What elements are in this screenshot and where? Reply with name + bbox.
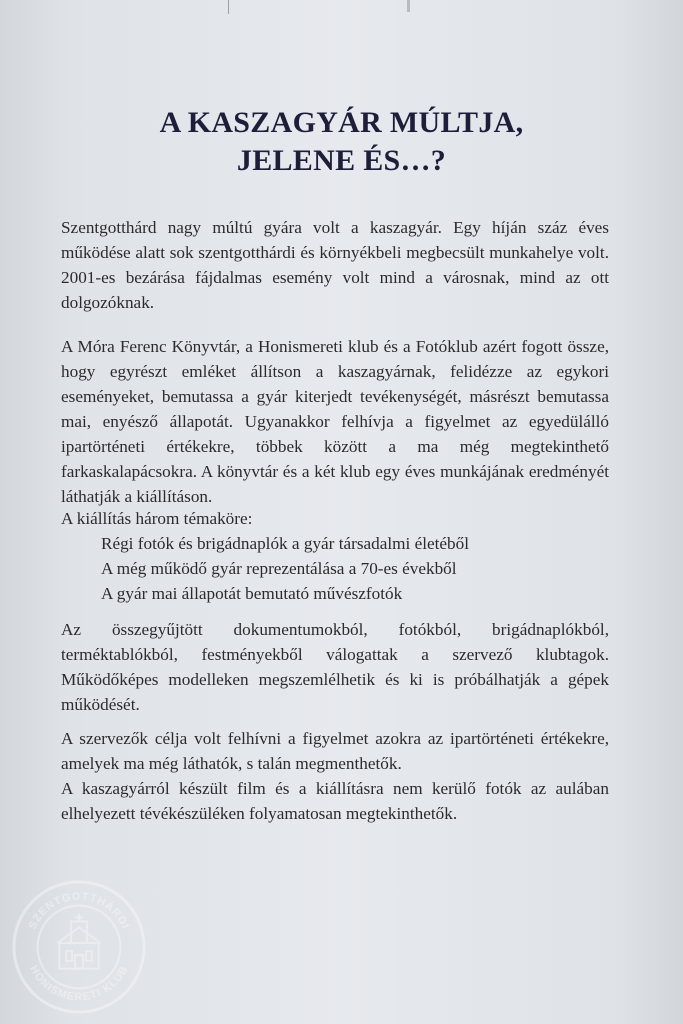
paragraph-organizers: A Móra Ferenc Könyvtár, a Honismereti klub és a Fotóklub azért fogott össze, hogy egyrészt emléket állítson a kaszagyárnak, felidézze az egykori eseményeket, bemutassa a gyár kiterjedt tevékenységét, másrészt bemutassa mai, enyésző állapotát. Ugyanakkor felhívja a figyelmet az egyedülálló ipartörténeti értékekre, többek között a ma még megtekinthető farkaskalapácsokra. A könyvtár és a két klub egy éves munkájának eredményét láthatják a kiállításon. <box>61 337 609 506</box>
pin-mark <box>407 0 410 12</box>
paragraph-collection: Az összegyűjtött dokumentumokból, fotókból, brigádnaplókból, terméktablókból, festményekből válogattak a szervező klubtagok. Működőképes modelleken megszemlélhetik és ki is próbálhatják a gépek működését. <box>61 620 609 714</box>
closing-section <box>61 726 609 826</box>
closing-line-2: A kaszagyárról készült film és a kiállításra nem kerülő fotók az aulában elhelyezett tévékészüléken folyamatosan megtekinthetők. <box>61 779 609 823</box>
paragraph-history: Szentgotthárd nagy múltú gyára volt a kaszagyár. Egy híján száz éves működése alatt sok szentgotthárdi és környékbeli megbecsült munkahelye volt. 2001-es bezárása fájdalmas esemény volt mind a városnak, mind az ott dolgozóknak. <box>61 218 609 312</box>
topic-item: Régi fotók és brigádnaplók a gyár társadalmi életéből <box>101 534 469 553</box>
title-line-1: A KASZAGYÁR MÚLTJA, <box>159 106 524 139</box>
title-line-2: JELENE ÉS…? <box>236 144 447 177</box>
watermark-text-top: SZENTGOTTHÁRDI <box>26 890 132 932</box>
topics-intro: A kiállítás három témaköre: <box>61 509 253 528</box>
topic-item: A még működő gyár reprezentálása a 70-es évekből <box>101 559 457 578</box>
topics-list <box>61 506 609 606</box>
church-building-icon <box>57 913 100 968</box>
pin-mark <box>228 0 229 14</box>
topic-item: A gyár mai állapotát bemutató művészfotók <box>101 584 403 603</box>
closing-line-1: A szervezők célja volt felhívni a figyelmet azokra az ipartörténeti értékekre, amelyek ma még láthatók, s talán megmenthetők. <box>61 729 609 773</box>
svg-text:SZENTGOTTHÁRDI <box>27 891 132 932</box>
page-title <box>0 104 683 180</box>
club-watermark-logo <box>10 878 148 1016</box>
watermark-text-bottom: HONISMERETI KLUB <box>27 963 131 1004</box>
